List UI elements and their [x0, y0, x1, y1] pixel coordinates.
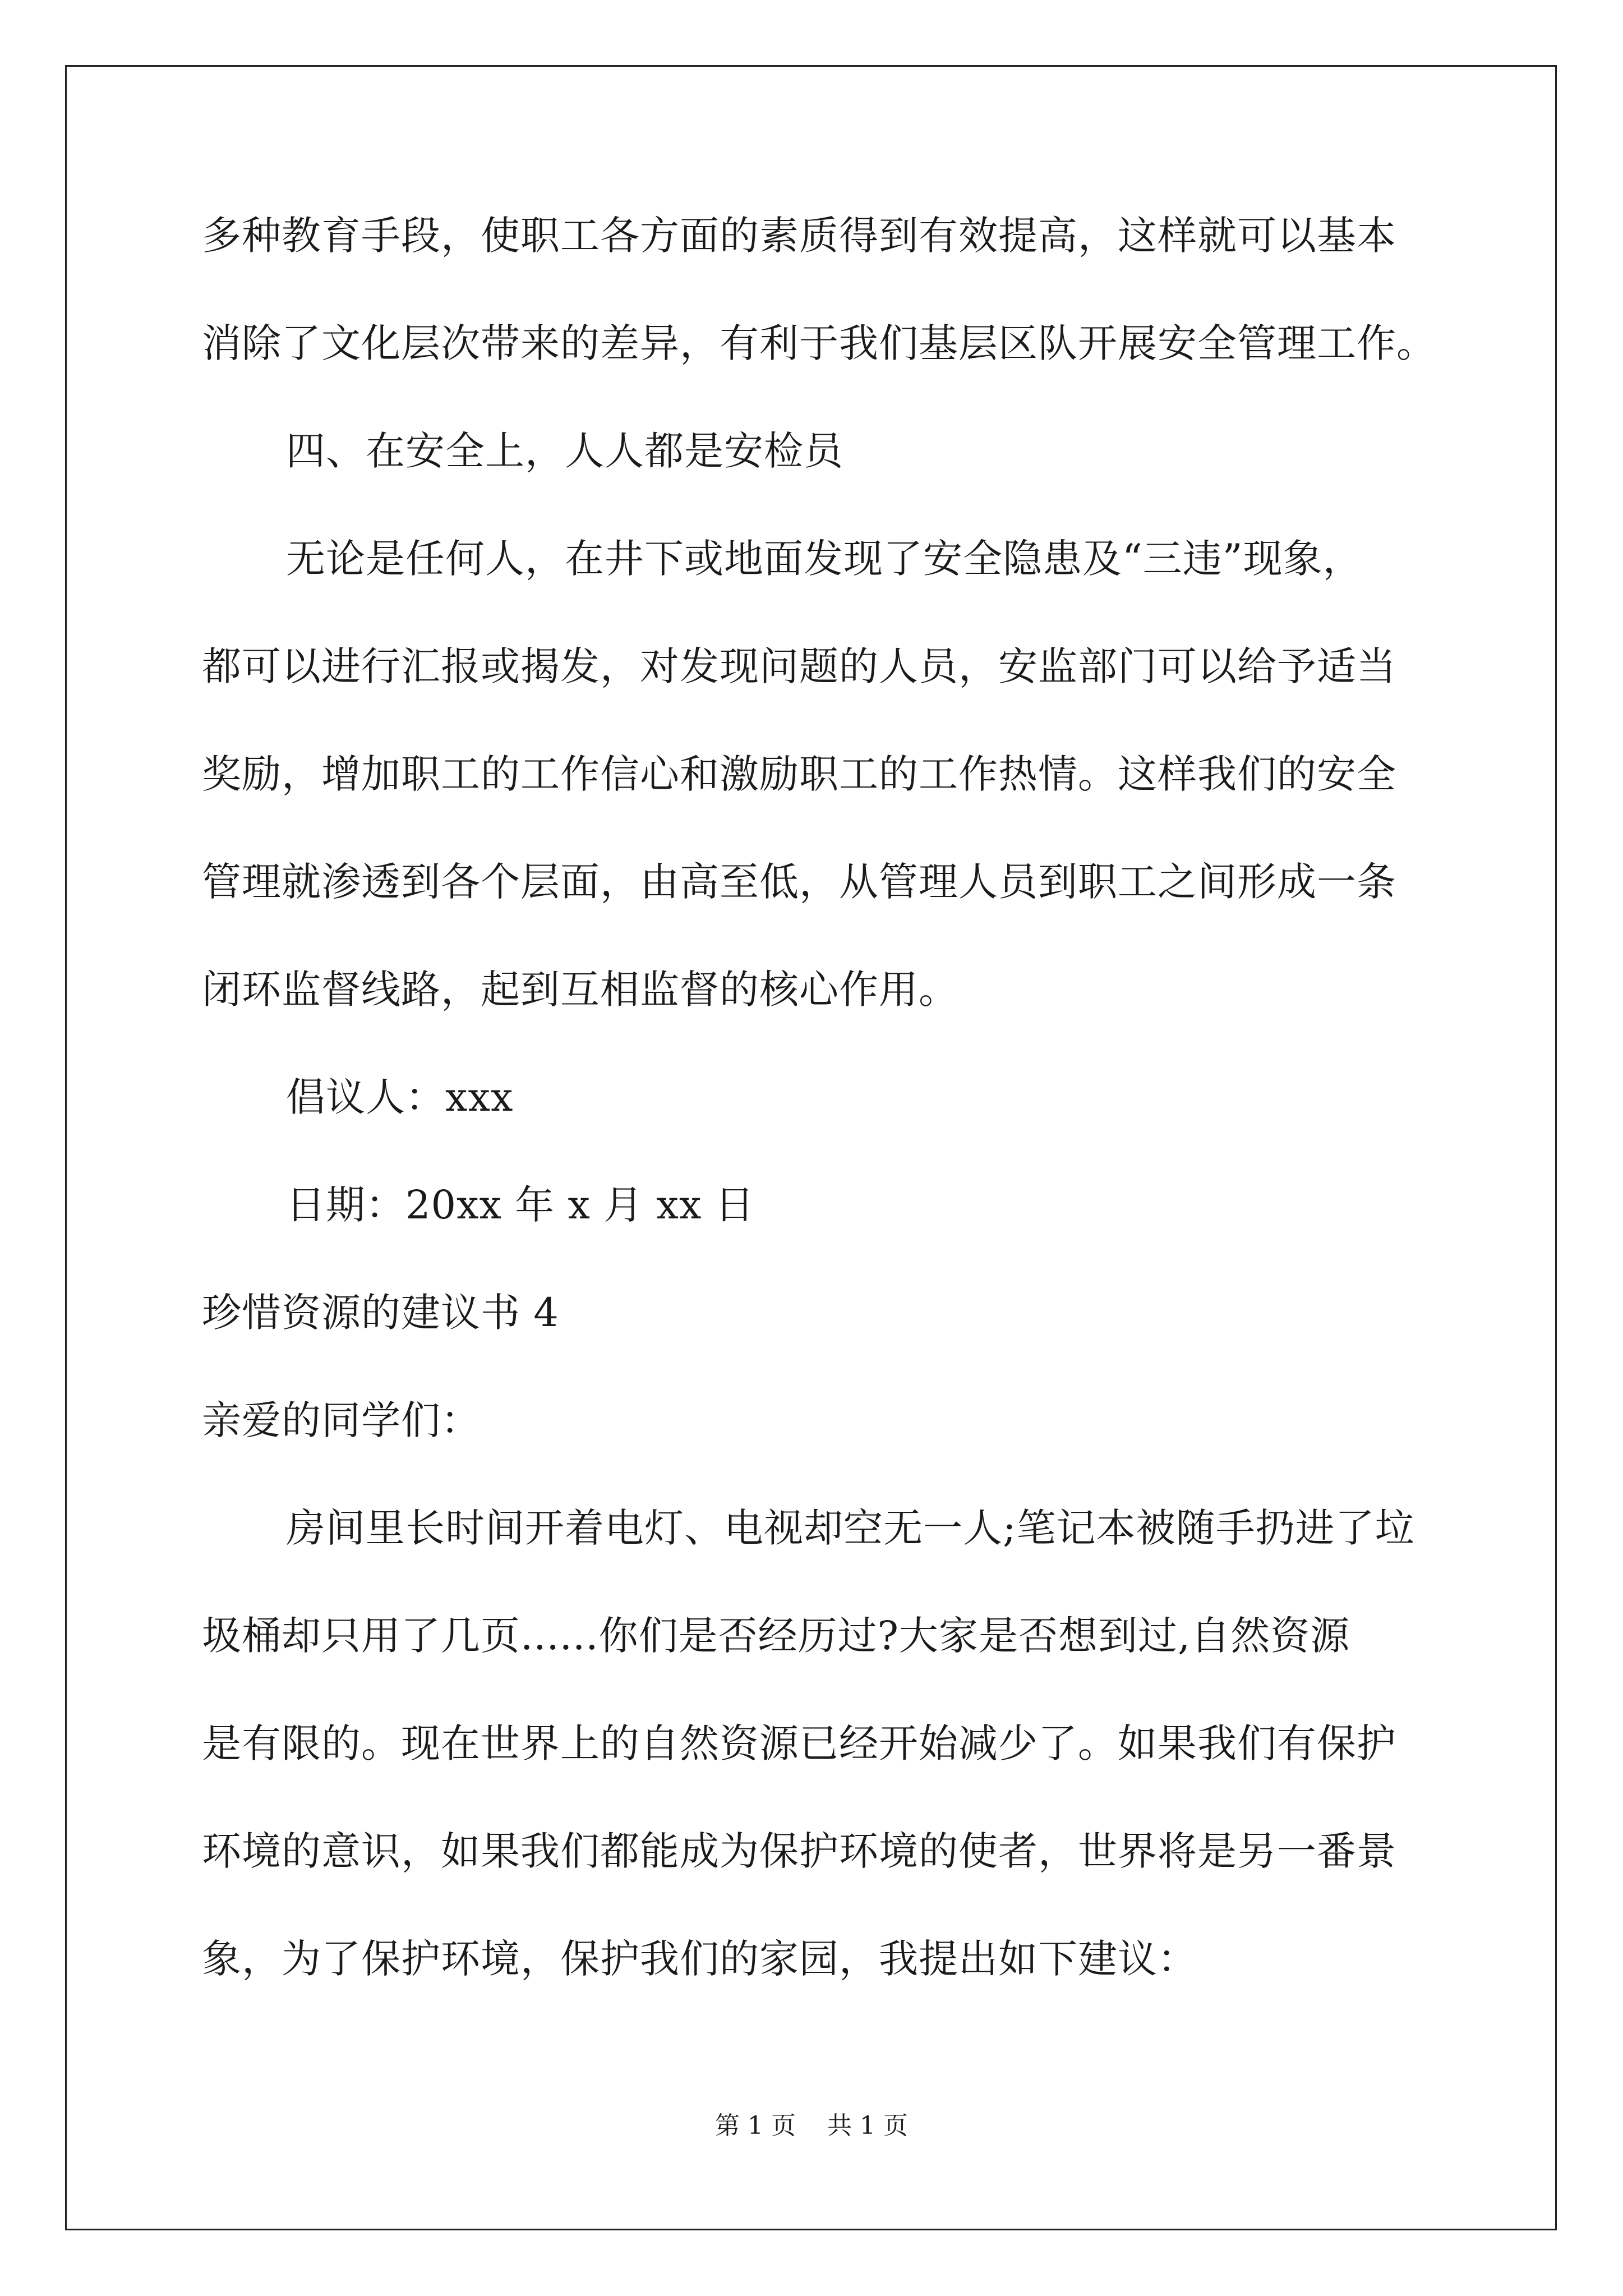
salutation: 亲爱的同学们： [202, 1397, 481, 1443]
text-line: 管理就渗透到各个层面，由高至低，从管理人员到职工之间形成一条 [202, 859, 1396, 905]
page-border [65, 65, 1557, 2230]
text-line: 都可以进行汇报或揭发，对发现问题的人员，安监部门可以给予适当 [202, 643, 1396, 689]
text-line: 多种教育手段，使职工各方面的素质得到有效提高，这样就可以基本 [202, 213, 1396, 259]
text-line: 环境的意识，如果我们都能成为保护环境的使者，世界将是另一番景 [202, 1828, 1396, 1874]
text-line: 是有限的。现在世界上的自然资源已经开始减少了。如果我们有保护 [202, 1720, 1396, 1766]
page-number-footer: 第 1 页 共 1 页 [715, 2111, 908, 2140]
text-line: 无论是任何人，在井下或地面发现了安全隐患及“三违”现象， [286, 536, 1363, 582]
text-line: 消除了文化层次带来的差异，有利于我们基层区队开展安全管理工作。 [202, 320, 1436, 366]
text-line: 象，为了保护环境，保护我们的家园，我提出如下建议： [202, 1936, 1197, 1982]
text-line: 闭环监督线路，起到互相监督的核心作用。 [202, 967, 958, 1013]
date-line: 日期：20xx 年 x 月 xx 日 [286, 1182, 755, 1228]
text-line: 房间里长时间开着电灯、电视却空无一人;笔记本被随手扔进了垃 [286, 1505, 1415, 1551]
document-title: 珍惜资源的建议书 4 [202, 1290, 559, 1336]
text-line: 圾桶却只用了几页......你们是否经历过?大家是否想到过,自然资源 [202, 1613, 1350, 1659]
signatory-line: 倡议人：xxx [286, 1074, 514, 1120]
section-heading: 四、在安全上，人人都是安检员 [286, 428, 843, 474]
text-line: 奖励，增加职工的工作信心和激励职工的工作热情。这样我们的安全 [202, 751, 1396, 797]
